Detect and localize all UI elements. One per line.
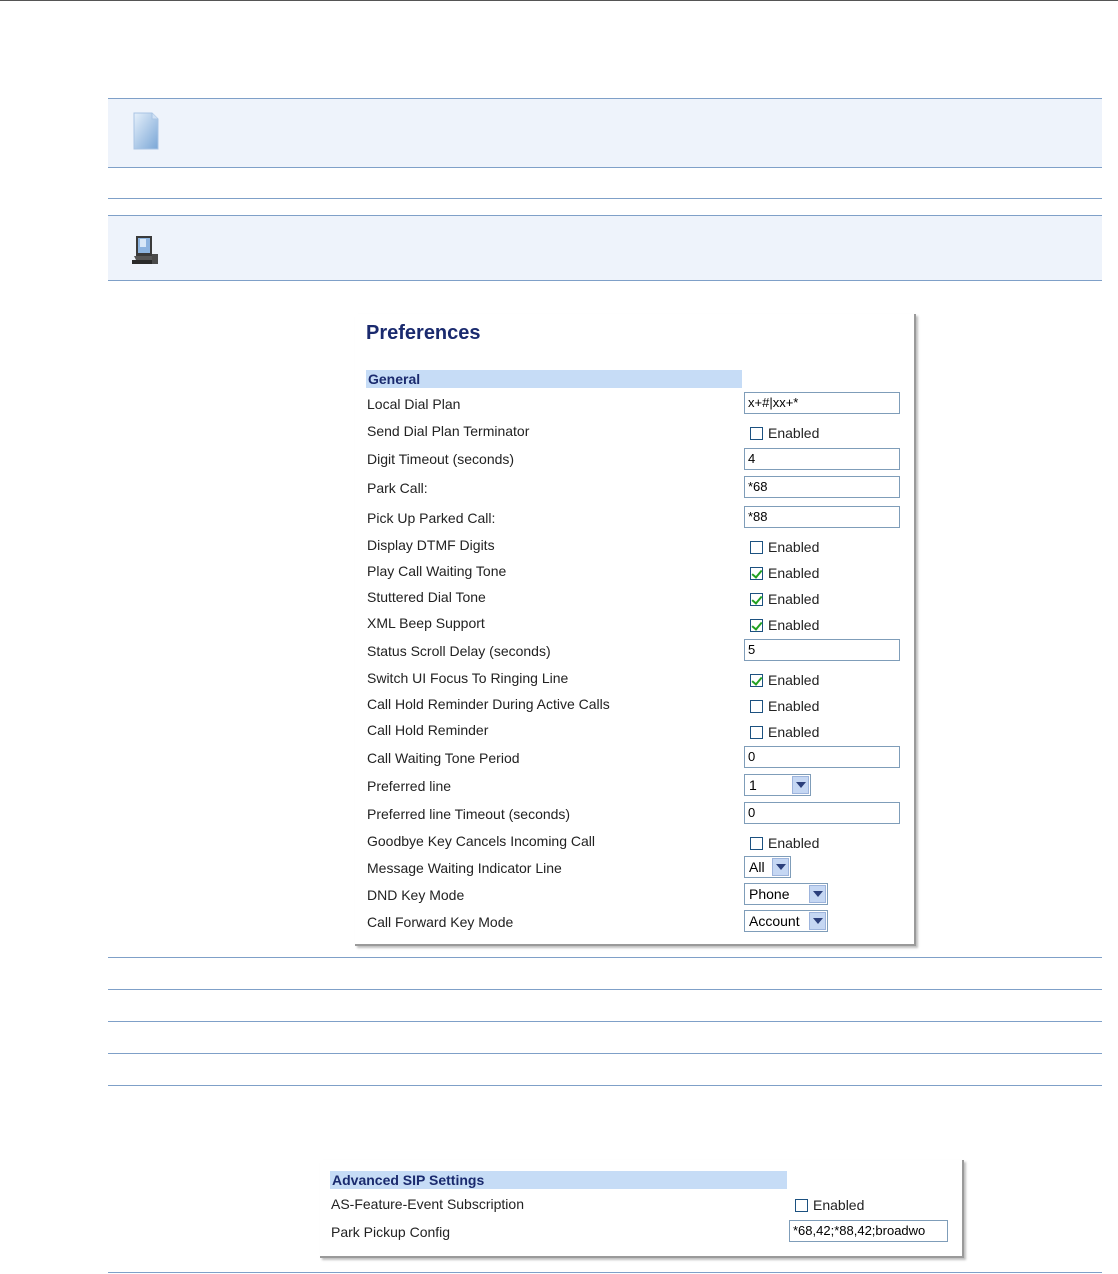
pick-up-parked-call-input[interactable]: *88 — [744, 506, 900, 528]
label-send-dial-plan-terminator: Send Dial Plan Terminator — [367, 423, 530, 439]
label-preferred-line-timeout: Preferred line Timeout (seconds) — [367, 806, 571, 822]
section-header-advanced-sip: Advanced SIP Settings — [330, 1171, 787, 1189]
checkbox-label: Enabled — [768, 539, 820, 555]
divider — [108, 989, 1102, 990]
play-call-waiting-tone-checkbox[interactable] — [750, 564, 819, 582]
checkbox-box[interactable] — [750, 541, 763, 554]
page-title: Preferences — [366, 322, 481, 344]
label-mwi-line: Message Waiting Indicator Line — [367, 860, 562, 876]
checkbox-box[interactable] — [750, 674, 763, 687]
checkbox-box[interactable] — [750, 427, 763, 440]
select-value: Account — [749, 913, 800, 929]
label-preferred-line: Preferred line — [367, 778, 452, 794]
label-dnd-key-mode: DND Key Mode — [367, 887, 465, 903]
xml-beep-support-checkbox[interactable] — [750, 616, 819, 634]
checkbox-box[interactable] — [750, 700, 763, 713]
checkbox-label: Enabled — [768, 591, 820, 607]
checkbox-box[interactable] — [750, 837, 763, 850]
divider — [108, 1053, 1102, 1054]
label-call-hold-reminder-active: Call Hold Reminder During Active Calls — [367, 696, 610, 712]
checkbox-label: Enabled — [768, 698, 820, 714]
divider — [108, 1272, 1102, 1273]
checkbox-box[interactable] — [750, 619, 763, 632]
call-hold-reminder-active-checkbox[interactable] — [750, 697, 819, 715]
stuttered-dial-tone-checkbox[interactable] — [750, 590, 819, 608]
chevron-down-icon[interactable] — [809, 885, 826, 903]
send-dial-plan-terminator-checkbox[interactable] — [750, 424, 819, 442]
call-forward-key-mode-select[interactable] — [744, 910, 828, 932]
checkbox-label: Enabled — [768, 617, 820, 633]
label-digit-timeout: Digit Timeout (seconds) — [367, 451, 515, 467]
label-as-feature-event: AS-Feature-Event Subscription — [331, 1196, 524, 1212]
top-rule — [0, 0, 1118, 1]
chevron-down-icon[interactable] — [809, 912, 826, 930]
note-icon — [132, 111, 160, 151]
select-value: 1 — [749, 777, 757, 793]
label-call-forward-key-mode: Call Forward Key Mode — [367, 914, 514, 930]
note-band — [108, 98, 1102, 168]
web-ui-band — [108, 215, 1102, 281]
checkbox-box[interactable] — [795, 1199, 808, 1212]
divider — [108, 957, 1102, 958]
as-feature-event-checkbox[interactable] — [795, 1196, 864, 1214]
label-play-call-waiting-tone: Play Call Waiting Tone — [367, 563, 507, 579]
select-value: All — [749, 859, 765, 875]
label-call-waiting-tone-period: Call Waiting Tone Period — [367, 750, 520, 766]
checkbox-box[interactable] — [750, 726, 763, 739]
local-dial-plan-input[interactable]: x+#|xx+* — [744, 392, 900, 414]
label-call-hold-reminder: Call Hold Reminder — [367, 722, 489, 738]
label-status-scroll-delay: Status Scroll Delay (seconds) — [367, 643, 551, 659]
call-hold-reminder-checkbox[interactable] — [750, 723, 819, 741]
label-pick-up-parked-call: Pick Up Parked Call: — [367, 510, 496, 526]
label-xml-beep-support: XML Beep Support — [367, 615, 485, 631]
display-dtmf-digits-checkbox[interactable] — [750, 538, 819, 556]
select-value: Phone — [749, 886, 790, 902]
checkbox-label: Enabled — [768, 724, 820, 740]
checkbox-label: Enabled — [768, 565, 820, 581]
label-goodbye-key-cancels: Goodbye Key Cancels Incoming Call — [367, 833, 596, 849]
divider — [108, 1085, 1102, 1086]
checkbox-label: Enabled — [768, 672, 820, 688]
computer-icon — [130, 234, 162, 266]
digit-timeout-input[interactable]: 4 — [744, 448, 900, 470]
divider — [108, 1021, 1102, 1022]
label-display-dtmf-digits: Display DTMF Digits — [367, 537, 495, 553]
preferred-line-timeout-input[interactable]: 0 — [744, 802, 900, 824]
checkbox-label: Enabled — [813, 1197, 865, 1213]
label-park-pickup-config: Park Pickup Config — [331, 1224, 451, 1240]
park-call-input[interactable]: *68 — [744, 476, 900, 498]
label-park-call: Park Call: — [367, 480, 428, 496]
status-scroll-delay-input[interactable]: 5 — [744, 639, 900, 661]
preferred-line-select[interactable] — [744, 774, 811, 796]
checkbox-label: Enabled — [768, 425, 820, 441]
goodbye-key-cancels-checkbox[interactable] — [750, 834, 819, 852]
divider — [108, 198, 1102, 199]
label-local-dial-plan: Local Dial Plan — [367, 396, 461, 412]
checkbox-label: Enabled — [768, 835, 820, 851]
label-stuttered-dial-tone: Stuttered Dial Tone — [367, 589, 486, 605]
mwi-line-select[interactable] — [744, 856, 791, 878]
checkbox-box[interactable] — [750, 567, 763, 580]
dnd-key-mode-select[interactable] — [744, 883, 828, 905]
section-header-general: General — [366, 370, 742, 388]
park-pickup-config-input[interactable]: *68,42;*88,42;broadwo — [789, 1220, 948, 1242]
checkbox-box[interactable] — [750, 593, 763, 606]
chevron-down-icon[interactable] — [792, 776, 809, 794]
switch-ui-focus-checkbox[interactable] — [750, 671, 819, 689]
chevron-down-icon[interactable] — [772, 858, 789, 876]
label-switch-ui-focus: Switch UI Focus To Ringing Line — [367, 670, 569, 686]
call-waiting-tone-period-input[interactable]: 0 — [744, 746, 900, 768]
